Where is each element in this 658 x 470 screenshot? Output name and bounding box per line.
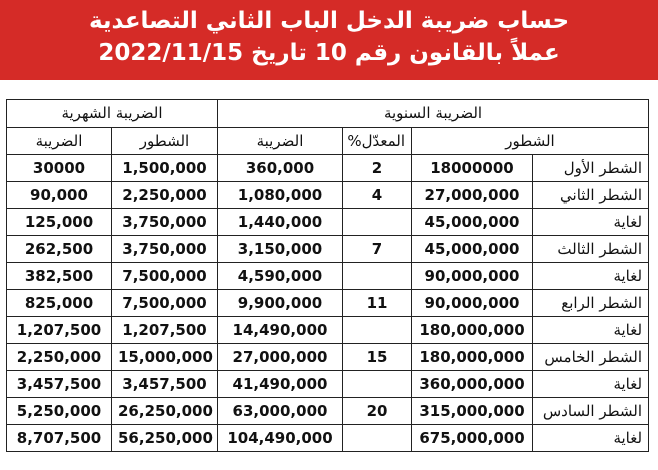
monthly-tax-cell: 382,500 [7, 263, 112, 290]
bracket-label-cell: لغاية [533, 317, 649, 344]
table-row [7, 371, 649, 398]
annual-tax-header: الضريبة [218, 128, 343, 155]
table-row [7, 155, 649, 182]
annual-bracket-cell: 675,000,000 [412, 425, 533, 452]
group-header-row [7, 100, 649, 128]
monthly-bracket-cell: 1,500,000 [112, 155, 218, 182]
column-header-row [7, 128, 649, 155]
bracket-label-cell: الشطر الأول [533, 155, 649, 182]
annual-bracket-cell: 360,000,000 [412, 371, 533, 398]
monthly-brackets-header: الشطور [112, 128, 218, 155]
monthly-bracket-cell: 7,500,000 [112, 290, 218, 317]
monthly-tax-cell: 125,000 [7, 209, 112, 236]
monthly-tax-cell: 8,707,500 [7, 425, 112, 452]
monthly-tax-cell: 1,207,500 [7, 317, 112, 344]
monthly-tax-cell: 3,457,500 [7, 371, 112, 398]
bracket-label-cell: الشطر السادس [533, 398, 649, 425]
annual-bracket-cell: 45,000,000 [412, 236, 533, 263]
annual-tax-cell: 41,490,000 [218, 371, 343, 398]
annual-tax-group-header: الضريبة السنوية [218, 100, 649, 128]
annual-tax-cell: 27,000,000 [218, 344, 343, 371]
title-line-1: حساب ضريبة الدخل الباب الثاني التصاعدية [88, 8, 570, 34]
table-row [7, 398, 649, 425]
bracket-label-cell: الشطر الثاني [533, 182, 649, 209]
monthly-tax-cell: 5,250,000 [7, 398, 112, 425]
monthly-bracket-cell: 26,250,000 [112, 398, 218, 425]
annual-bracket-cell: 27,000,000 [412, 182, 533, 209]
monthly-tax-cell: 90,000 [7, 182, 112, 209]
rate-cell: 20 [343, 398, 412, 425]
rate-cell: 4 [343, 182, 412, 209]
table-body [7, 155, 649, 452]
bracket-label-cell: الشطر الرابع [533, 290, 649, 317]
bracket-label-cell: لغاية [533, 263, 649, 290]
bracket-label-cell: الشطر الخامس [533, 344, 649, 371]
rate-header: المعدّل% [343, 128, 412, 155]
monthly-bracket-cell: 3,750,000 [112, 209, 218, 236]
bracket-label-cell: الشطر الثالث [533, 236, 649, 263]
annual-bracket-cell: 315,000,000 [412, 398, 533, 425]
rate-cell [343, 317, 412, 344]
monthly-tax-cell: 2,250,000 [7, 344, 112, 371]
monthly-bracket-cell: 15,000,000 [112, 344, 218, 371]
annual-bracket-cell: 45,000,000 [412, 209, 533, 236]
bracket-label-cell: لغاية [533, 371, 649, 398]
monthly-bracket-cell: 3,457,500 [112, 371, 218, 398]
rate-cell [343, 263, 412, 290]
table-row [7, 290, 649, 317]
monthly-tax-header: الضريبة [7, 128, 112, 155]
bracket-label-cell: لغاية [533, 209, 649, 236]
annual-bracket-cell: 18000000 [412, 155, 533, 182]
annual-bracket-cell: 90,000,000 [412, 290, 533, 317]
annual-tax-cell: 360,000 [218, 155, 343, 182]
rate-cell [343, 209, 412, 236]
annual-tax-cell: 4,590,000 [218, 263, 343, 290]
rate-cell [343, 371, 412, 398]
monthly-tax-cell: 825,000 [7, 290, 112, 317]
annual-tax-cell: 63,000,000 [218, 398, 343, 425]
annual-tax-cell: 9,900,000 [218, 290, 343, 317]
annual-bracket-cell: 90,000,000 [412, 263, 533, 290]
table-row [7, 209, 649, 236]
annual-tax-cell: 3,150,000 [218, 236, 343, 263]
rate-cell: 11 [343, 290, 412, 317]
title-banner [0, 0, 658, 80]
monthly-tax-group-header: الضريبة الشهرية [7, 100, 218, 128]
table-row [7, 263, 649, 290]
annual-brackets-header: الشطور [412, 128, 649, 155]
monthly-bracket-cell: 2,250,000 [112, 182, 218, 209]
annual-tax-cell: 1,080,000 [218, 182, 343, 209]
monthly-tax-cell: 30000 [7, 155, 112, 182]
annual-bracket-cell: 180,000,000 [412, 344, 533, 371]
annual-tax-cell: 1,440,000 [218, 209, 343, 236]
monthly-bracket-cell: 56,250,000 [112, 425, 218, 452]
annual-tax-cell: 14,490,000 [218, 317, 343, 344]
rate-cell: 15 [343, 344, 412, 371]
tax-table [6, 99, 649, 452]
rate-cell: 2 [343, 155, 412, 182]
rate-cell: 7 [343, 236, 412, 263]
table-row [7, 425, 649, 452]
monthly-bracket-cell: 7,500,000 [112, 263, 218, 290]
monthly-tax-cell: 262,500 [7, 236, 112, 263]
rate-cell [343, 425, 412, 452]
annual-bracket-cell: 180,000,000 [412, 317, 533, 344]
annual-tax-cell: 104,490,000 [218, 425, 343, 452]
table-row [7, 344, 649, 371]
title-line-2: عملاً بالقانون رقم 10 تاريخ 2022/11/15 [98, 40, 560, 66]
table-row [7, 182, 649, 209]
table-row [7, 317, 649, 344]
monthly-bracket-cell: 3,750,000 [112, 236, 218, 263]
bracket-label-cell: لغاية [533, 425, 649, 452]
monthly-bracket-cell: 1,207,500 [112, 317, 218, 344]
table-row [7, 236, 649, 263]
